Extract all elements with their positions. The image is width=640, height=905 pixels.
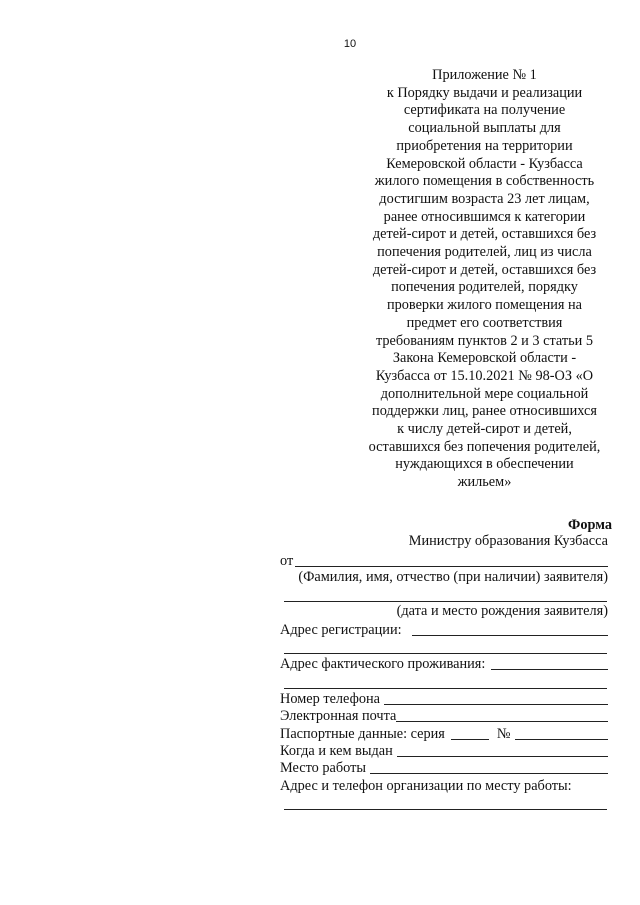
phone-field[interactable] <box>384 704 608 705</box>
passport-row <box>280 725 608 743</box>
residence-field-2[interactable] <box>284 688 607 689</box>
email-field[interactable] <box>396 721 608 722</box>
work-address-row <box>280 777 608 795</box>
work-address-label: Адрес и телефон организации по месту работы: <box>280 778 572 794</box>
appendix-line: сертификата на получение <box>403 102 566 119</box>
appendix-line: проверки жилого помещения на <box>386 297 583 314</box>
appendix-line: приобретения на территории <box>396 137 573 154</box>
issued-field[interactable] <box>397 756 608 757</box>
appendix-line: социальной выплаты для <box>408 120 561 137</box>
phone-row <box>280 690 608 708</box>
application-form <box>280 0 608 905</box>
passport-series-field[interactable] <box>451 739 489 740</box>
appendix-line: оставшихся без попечения родителей, <box>368 438 601 455</box>
from-label: от <box>280 553 294 569</box>
appendix-line: детей-сирот и детей, оставшихся без <box>372 261 597 278</box>
passport-number-field[interactable] <box>515 739 608 740</box>
appendix-line: жилого помещения в собственность <box>374 173 595 190</box>
from-row <box>280 552 608 570</box>
residence-label: Адрес фактического проживания: <box>280 656 486 672</box>
appendix-line: попечения родителей, порядку <box>391 279 578 296</box>
birth-caption: (дата и место рождения заявителя) <box>396 603 608 619</box>
appendix-line: попечения родителей, лиц из числа <box>377 244 592 261</box>
registration-row <box>280 621 608 639</box>
appendix-line: Приложение № 1 <box>432 67 537 83</box>
work-row <box>280 759 608 777</box>
appendix-line: Закона Кемеровской области - <box>392 350 577 367</box>
appendix-line: жильем» <box>457 474 512 491</box>
issued-row <box>280 742 608 760</box>
work-label: Место работы <box>280 760 366 776</box>
email-row <box>280 707 608 725</box>
appendix-line: к Порядку выдачи и реализации <box>386 84 583 101</box>
work-field[interactable] <box>370 773 608 774</box>
form-title: Форма <box>568 517 612 533</box>
addressee: Министру образования Кузбасса <box>408 533 608 549</box>
appendix-line: достигшим возраста 23 лет лицам, <box>379 190 590 207</box>
registration-field[interactable] <box>412 635 608 636</box>
email-label: Электронная почта <box>280 708 397 724</box>
passport-label: Паспортные данные: серия <box>280 726 445 742</box>
issued-label: Когда и кем выдан <box>280 743 393 759</box>
appendix-line: нуждающихся в обеспечении <box>395 456 574 473</box>
passport-number-label: № <box>496 726 511 742</box>
appendix-line: к числу детей-сирот и детей, <box>397 421 572 438</box>
registration-field-2[interactable] <box>284 653 607 654</box>
appendix-line: Кемеровской области - Кузбасса <box>386 155 583 172</box>
name-caption: (Фамилия, имя, отчество (при наличии) заявителя) <box>298 569 608 585</box>
appendix-line: требованиям пунктов 2 и 3 статьи 5 <box>375 332 594 349</box>
appendix-line: дополнительной мере социальной <box>380 385 589 402</box>
residence-row <box>280 655 608 673</box>
appendix-line: ранее относившимся к категории <box>383 208 586 225</box>
page-number: 10 <box>343 38 357 50</box>
appendix-line: предмет его соответствия <box>406 314 563 331</box>
residence-field[interactable] <box>491 669 608 670</box>
work-address-field[interactable] <box>284 809 607 810</box>
registration-label: Адрес регистрации: <box>280 622 402 638</box>
appendix-line: поддержки лиц, ранее относившихся <box>372 403 597 420</box>
appendix-line: Кузбасса от 15.10.2021 № 98-ОЗ «О <box>375 367 594 384</box>
appendix-line: детей-сирот и детей, оставшихся без <box>372 226 597 243</box>
phone-label: Номер телефона <box>280 691 380 707</box>
birth-field[interactable] <box>284 601 607 602</box>
from-field[interactable] <box>295 566 608 567</box>
